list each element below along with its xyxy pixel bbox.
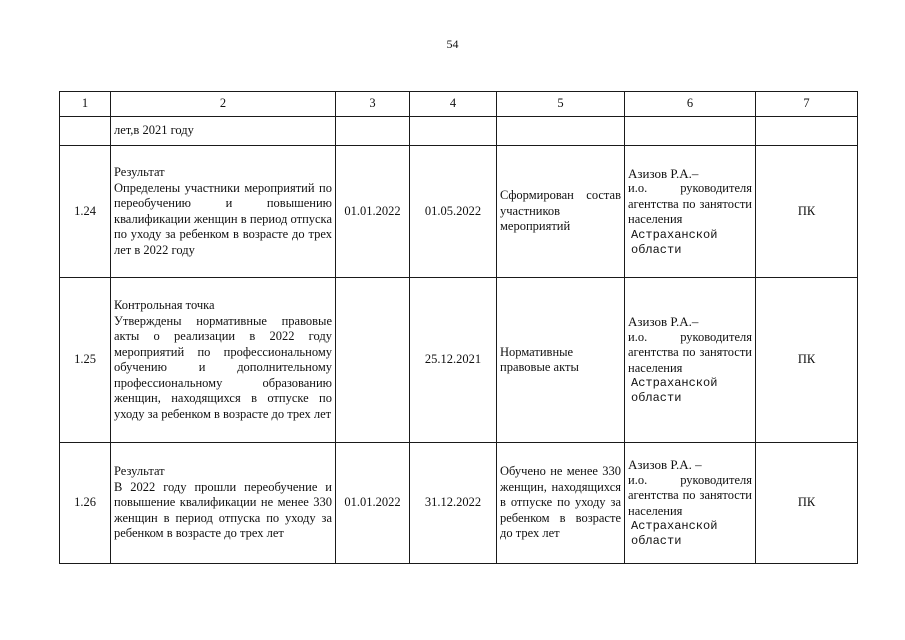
- result-text: Нормативные правовые акты: [497, 278, 625, 443]
- continuation-text: лет,в 2021 году: [111, 117, 336, 146]
- end-date: 31.12.2022: [410, 443, 497, 564]
- event-description: Определены участники мероприятий по переобучению и повышению квалификации женщин в период отпуска по уходу за ребенком в возрасте до трех лет в 2022 году: [114, 180, 332, 257]
- row-number: 1.26: [60, 443, 111, 564]
- control-type: ПК: [756, 443, 858, 564]
- table-header-row: [60, 92, 858, 117]
- header-cell: 7: [756, 92, 858, 117]
- header-cell: 4: [410, 92, 497, 117]
- plan-table: [59, 91, 858, 564]
- responsible-name: Азизов Р.А.–: [628, 314, 699, 329]
- responsible-position: и.о. руководителя агентства по занятости населения: [628, 181, 752, 226]
- event-description-cell: [111, 278, 336, 443]
- responsible-org: Астраханской области: [631, 227, 718, 257]
- header-cell: 6: [625, 92, 756, 117]
- responsible-org: Астраханской области: [631, 519, 718, 548]
- table-row: [60, 146, 858, 278]
- table-row: [60, 443, 858, 564]
- responsible-position: и.о. руководителя агентства по занятости населения: [628, 472, 752, 518]
- control-type: ПК: [756, 146, 858, 278]
- event-description: В 2022 году прошли переобучение и повышение квалификации не менее 330 женщин в период отпуска по уходу за ребенком в возрасте до трех лет: [114, 479, 332, 541]
- responsible-cell: [625, 443, 756, 564]
- header-cell: 1: [60, 92, 111, 117]
- header-cell: 2: [111, 92, 336, 117]
- responsible-name: Азизов Р.А.–: [628, 165, 699, 181]
- event-description: Утверждены нормативные правовые акты о реализации в 2022 году мероприятий по профессиональному обучению и дополнительному профессиональному образованию женщин, находящихся в отпуске по уходу за ребенком в возрасте до трех лет: [114, 313, 332, 421]
- continuation-row: [60, 117, 858, 146]
- event-description-cell: [111, 146, 336, 278]
- result-text: Сформирован состав участников мероприятий: [497, 146, 625, 278]
- page-number: 54: [446, 37, 459, 51]
- row-number: 1.24: [60, 146, 111, 278]
- start-date: 01.01.2022: [336, 443, 410, 564]
- event-description-cell: [111, 443, 336, 564]
- start-date: [336, 278, 410, 443]
- responsible-org: Астраханской области: [631, 376, 718, 405]
- row-number: 1.25: [60, 278, 111, 443]
- control-type: ПК: [756, 278, 858, 443]
- event-kind: Контрольная точка: [114, 298, 215, 312]
- responsible-position: и.о. руководителя агентства по занятости населения: [628, 329, 752, 375]
- event-kind: Результат: [114, 165, 165, 179]
- responsible-cell: [625, 146, 756, 278]
- responsible-cell: [625, 278, 756, 443]
- result-text: Обучено не менее 330 женщин, находящихся в отпуске по уходу за ребенком в возрасте до трех лет: [497, 443, 625, 564]
- table-row: [60, 278, 858, 443]
- event-kind: Результат: [114, 464, 165, 479]
- start-date: 01.01.2022: [336, 146, 410, 278]
- end-date: 01.05.2022: [410, 146, 497, 278]
- end-date: 25.12.2021: [410, 278, 497, 443]
- responsible-name: Азизов Р.А. –: [628, 457, 702, 472]
- header-cell: 5: [497, 92, 625, 117]
- header-cell: 3: [336, 92, 410, 117]
